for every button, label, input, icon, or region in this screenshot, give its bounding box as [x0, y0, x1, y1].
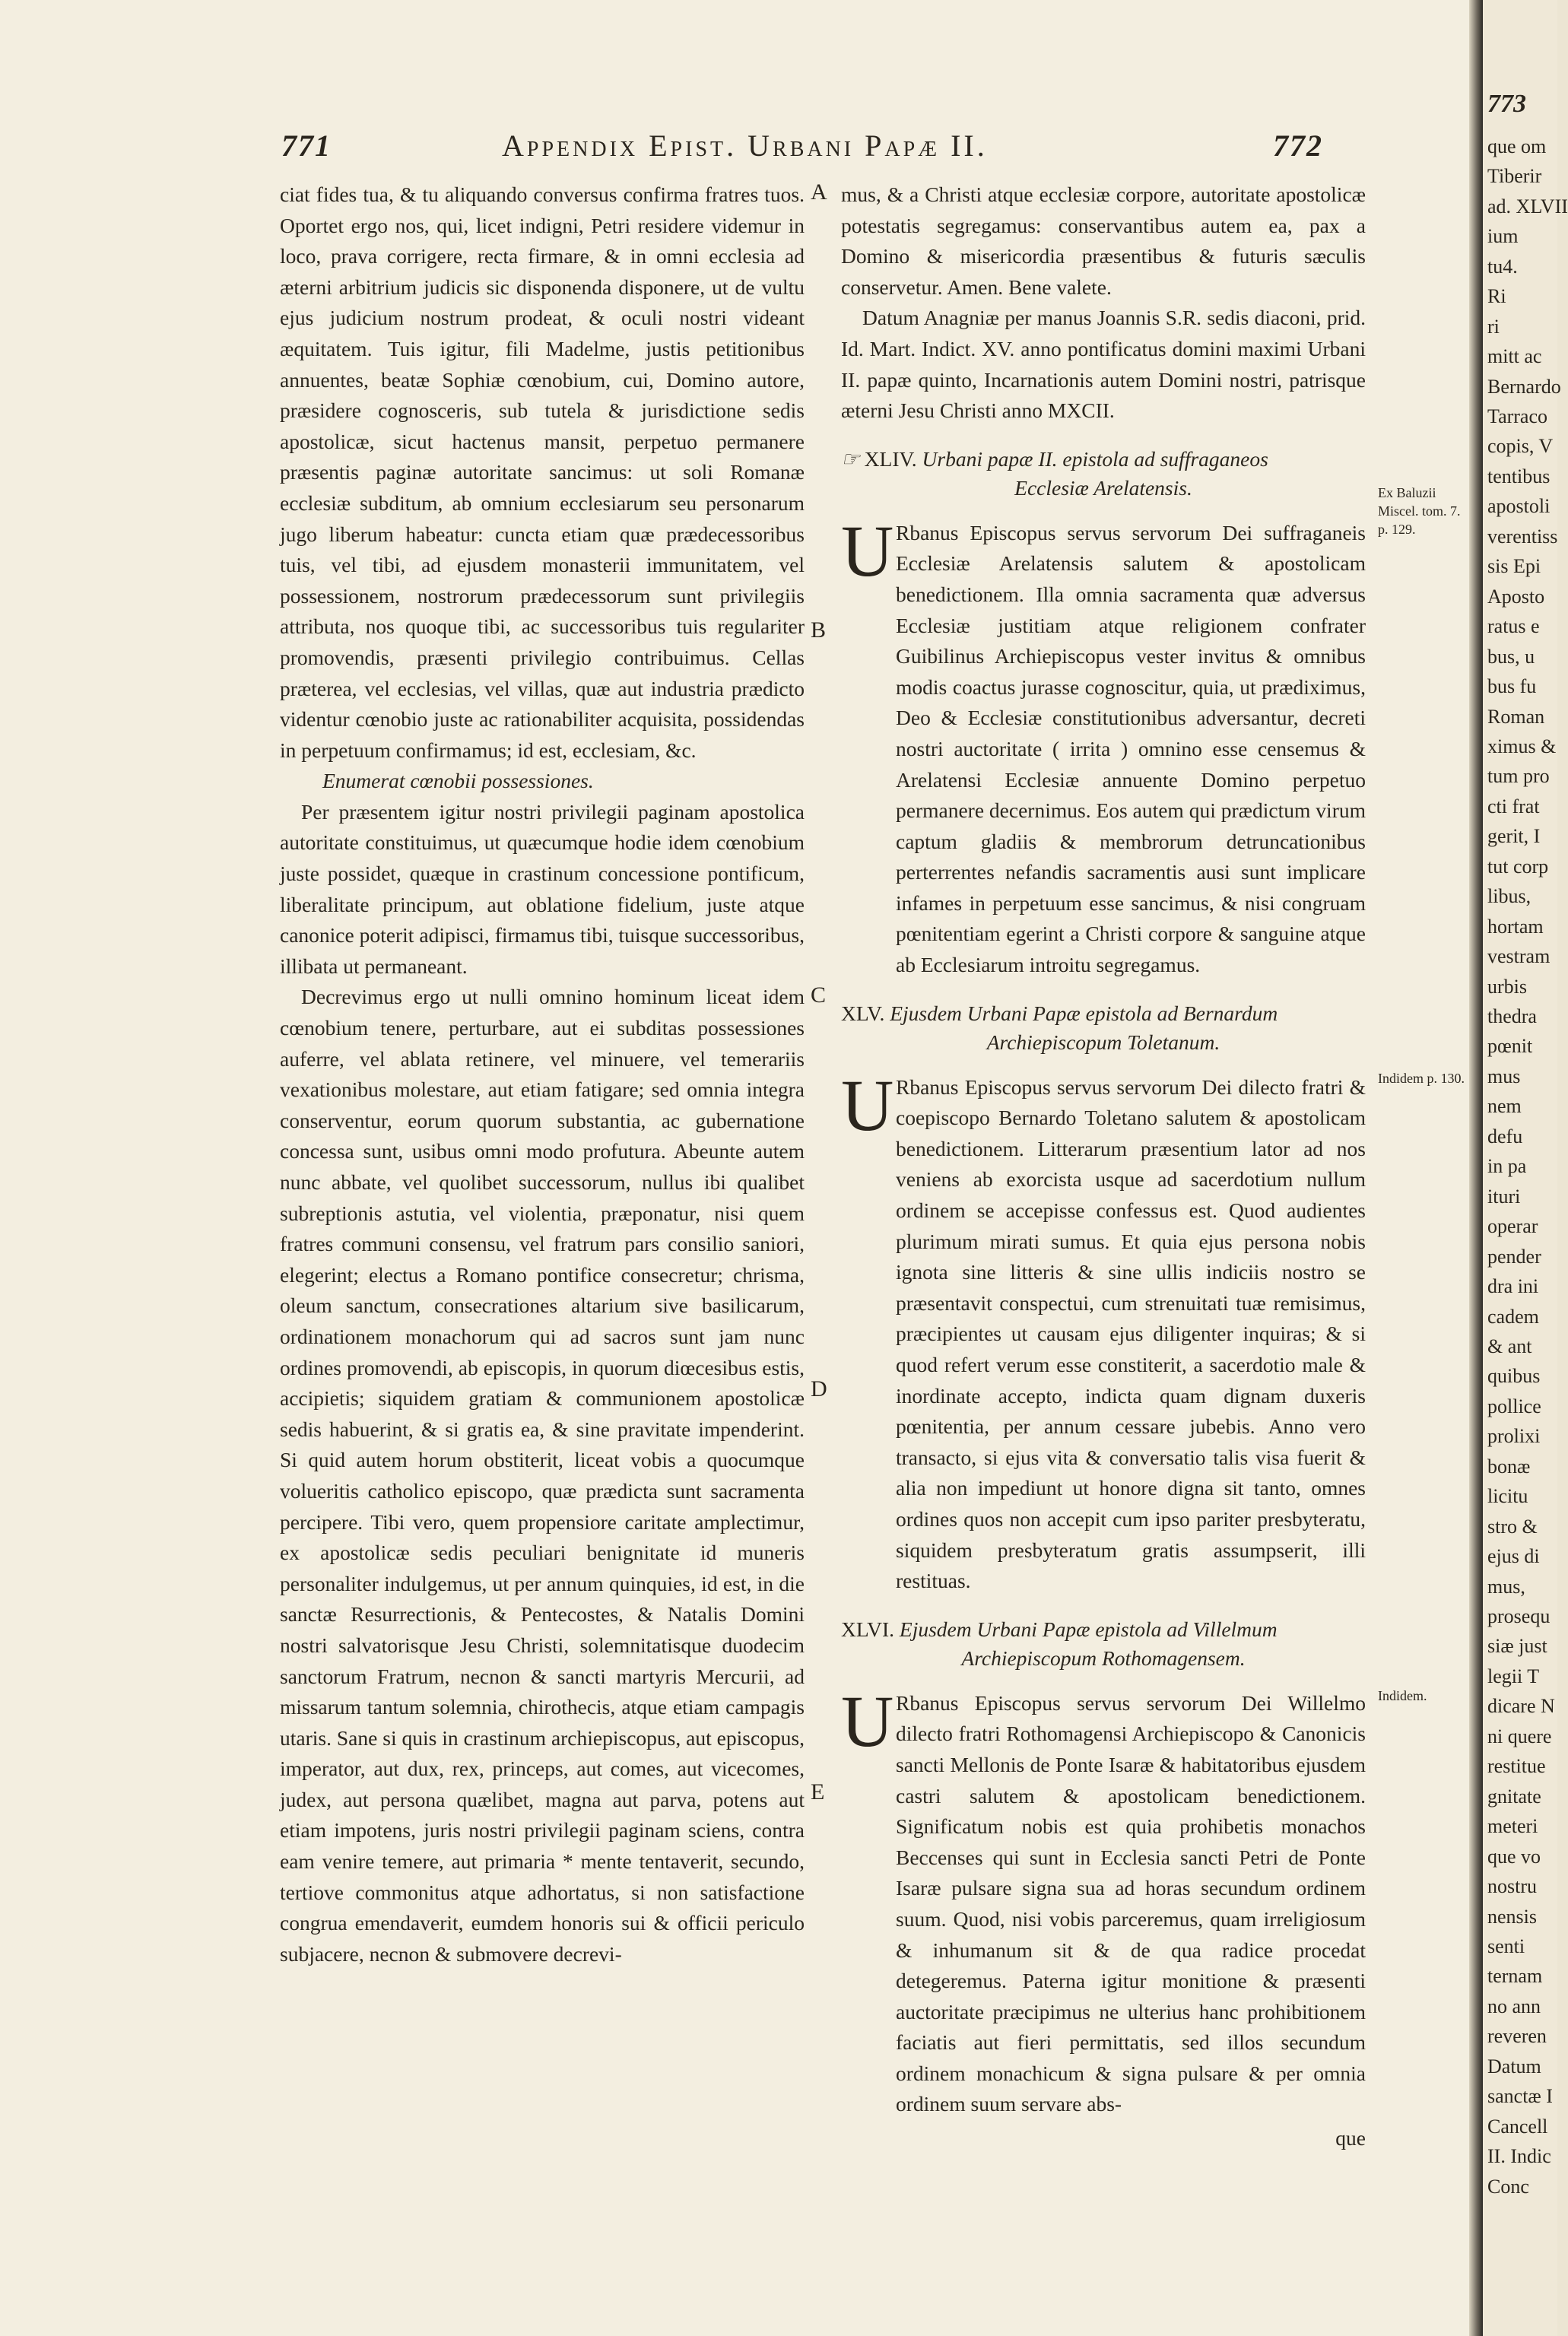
- side-note-xlvi: Indidem.: [1378, 1688, 1427, 1703]
- margin-letter-d: D: [811, 1376, 827, 1401]
- facing-page-fragment: nostru: [1487, 1875, 1537, 1898]
- facing-page-fragment: licitu: [1487, 1485, 1528, 1508]
- facing-page-fragment: legii T: [1487, 1665, 1540, 1687]
- facing-page-fragment: mus,: [1487, 1575, 1525, 1598]
- article-xliv-title-2: Ecclesiæ Arelatensis.: [1014, 475, 1192, 500]
- facing-page-fragment: nensis: [1487, 1905, 1537, 1928]
- facing-page-fragment: Tarraco: [1487, 405, 1548, 428]
- facing-page-fragment: siæ just: [1487, 1635, 1547, 1658]
- facing-page-fragment: ejus di: [1487, 1545, 1540, 1568]
- facing-page-fragment: ium: [1487, 225, 1519, 248]
- facing-page-fragment: tum pro: [1487, 765, 1550, 788]
- article-xliv-text: Rbanus Episcopus servus servorum Dei suffraganeis Ecclesiæ Arelatensis salutem & apostolicam benedictionem. Illa omnia sacramenta quæ adversus Ecclesiæ justitiam atque religionem confrater Guibilinus Archiepiscopus vester invitus & omnibus modis coactus jurasse cognoscitur, quia, ut prædiximus, Deo & Ecclesiæ constitutionibus adversantur, decreti nostri auctoritate ( irrita ) omnino esse censemus & Arelatensi Ecclesiæ annuente Domino perpetuo permanere decernimus. Eos autem qui prædictum virum captum gladiis & membrorum detruncationibus perterrentes nefandis sacramentis ausi sunt implicare infames in perpetuum esse sancimus, & nisi congruam pœnitentiam egerint a Christi corpore & sanguine atque ab Ecclesiarum introitu segregamus.: [896, 520, 1366, 977]
- facing-page-fragment: pœnit: [1487, 1035, 1533, 1058]
- page-number-right: 772: [1273, 129, 1323, 163]
- left-column: [280, 179, 805, 1969]
- facing-page-fragment: thedra: [1487, 1005, 1537, 1028]
- facing-page-fragment: no ann: [1487, 1995, 1541, 2017]
- facing-page-fragment: vestram: [1487, 945, 1551, 968]
- left-paragraph-2: Per præsentem igitur nostri privilegii paginam apostolica autoritate constituimus, ut quæcumque hodie idem cœnobium juste possidet, quæque in crastinum concessione pontificum, liberalitate principum, aut oblatione fidelium, juste atque canonice poterit adipisci, firmamus tibi, tuisque successoribus, illibata ut permaneant.: [280, 799, 805, 978]
- facing-page-fragment: nem: [1487, 1095, 1522, 1118]
- facing-page-fragment: dicare N: [1487, 1695, 1555, 1718]
- facing-page-fragment: que om: [1487, 135, 1547, 157]
- enumerat-note: Enumerat cœnobii possessiones.: [322, 769, 594, 793]
- left-paragraph-1: ciat fides tua, & tu aliquando conversus confirma fratres tuos. Oportet ergo nos, qui, licet indigni, Petri residere videmur in loco, prava corrigere, recta firmare, & in omni ecclesia ad æterni arbitrium judicis sic disponenda disponere, ut de vultu ejus judicium nostrum prodeat, & oculi nostri videant æquitatem. Tuis igitur, fili Madelme, justis petitionibus annuentes, beatæ Sophiæ cœnobium, cui, Domino autore, præsidere cognosceris, sub tutela & jurisdictione sedis apostolicæ, sicut hactenus mansit, perpetuo permanere præsentis paginæ autoritate sancimus: ut soli Romanæ ecclesiæ subditum, ab omnium ecclesiarum seu personarum jugo liberum habeatur: cuncta etiam quæ prædecessoribus tuis, vel tibi, ad ejusdem monasterii immunitatem, vel possessionem, nostrorum prædecessorum sunt privilegiis attributa, nos quoque tibi, ac successoribus tuis regulariter promovendis, præsenti privilegio contribuimus. Cellas præterea, vel ecclesias, vel villas, quæ aut industria prædicto videntur cœnobio juste ac rationabiliter acquisita, possidendas in perpetuum confirmamus; id est, ecclesiam, &c.: [280, 182, 805, 762]
- facing-page-fragment: hortam: [1487, 915, 1544, 938]
- facing-page-fragment: libus,: [1487, 885, 1531, 908]
- running-head: Appendix Epist. Urbani Papæ II.: [502, 129, 988, 163]
- drop-cap: U: [841, 1680, 894, 1762]
- article-xlvi-number: XLVI.: [841, 1617, 895, 1641]
- facing-page-fragment: copis, V: [1487, 435, 1554, 458]
- side-note-xliv: Ex Baluzii Miscel. tom. 7. p. 129.: [1378, 485, 1461, 537]
- article-xlvi-title-2: Archiepiscopum Rothomagensem.: [961, 1646, 1246, 1670]
- facing-page-fragment: Datum: [1487, 2055, 1541, 2077]
- facing-page-fragment: pollice: [1487, 1395, 1541, 1417]
- facing-page-fragment: tentibus: [1487, 465, 1551, 487]
- facing-page-fragment: mus: [1487, 1065, 1521, 1087]
- facing-page-fragment: pender: [1487, 1245, 1541, 1268]
- article-xliv-title-1: Urbani papæ II. epistola ad suffraganeos: [922, 446, 1268, 471]
- article-xliv-number: XLIV.: [864, 446, 917, 471]
- drop-cap: U: [841, 1064, 894, 1146]
- facing-page-fragment: ratus e: [1487, 615, 1540, 638]
- datum-line: Datum Anagniæ per manus Joannis S.R. sedis diaconi, prid. Id. Mart. Indict. XV. anno pontificatus domini maximi Urbani II. papæ quinto, Incarnationis autem Domini nostri, patrisque æterni Jesu Christi anno MXCII.: [841, 306, 1366, 423]
- facing-page-fragment: quibus: [1487, 1365, 1541, 1388]
- facing-page-fragment: ternam: [1487, 1965, 1543, 1988]
- article-xlv-number: XLV.: [841, 1001, 885, 1025]
- facing-page-fragment: apostoli: [1487, 495, 1551, 518]
- page-header: [281, 128, 1323, 173]
- facing-page: [1483, 0, 1568, 2336]
- article-xlv-body: [841, 1064, 1366, 1597]
- pointing-hand-icon: ☞: [841, 446, 860, 471]
- left-paragraph-3: Decrevimus ergo ut nulli omnino hominum liceat idem cœnobium tenere, perturbare, aut ei subditas possessiones auferre, vel ablata retinere, vel minuere, vel temerariis vexationibus molestare, aut etiam fatigare; sed omnia integra conserventur, eorum quorum substantia, ac gubernatione concessa sunt, usibus omni modo profutura. Abeunte autem nunc abbate, vel quolibet successorum, nullus ibi qualibet subreptionis astutia, vel violentia, præponatur, nisi quem fratres communi consensu, vel fratrum pars consilio saniori, elegerint; electus a Romano pontifice consecretur; chrisma, oleum sanctum, consecrationes altarium sive basilicarum, ordinationem monachorum qui ad sacros sunt jam nunc ordines promovendi, ab episcopis, in quorum diœcesibus estis, accipietis; siquidem gratiam & communionem apostolicæ sedis habuerint, & si gratis ea, & sine pravitate impenderint. Si quid autem horum obstiterit, liceat vobis a quocumque volueritis catholico episcopo, quæ prædicta sunt sacramenta percipere. Tibi vero, quem propensiore caritate amplectimur, ex apostolicæ sedis peculiari benignitate id muneris personaliter indulgemus, ut per annum quinquies, id est, in die sanctæ Resurrectionis, & Pentecostes, & Natalis Domini nostri salvatorisque Jesu Christi, solemnitatisque duodecim sanctorum Fratrum, necnon & sancti martyris Mercurii, ad missarum tantum solemnia, chirothecis, atque etiam campagis utaris. Sane si quis in crastinum archiepiscopus, aut episcopus, imperator, aut dux, rex, princeps, aut comes, aut vicecomes, judex, aut persona quælibet, magna aut parva, potens aut etiam impotens, juris nostri privilegii paginam sciens, contra eam venire temere, aut primaria * mente tentaverit, secundo, tertiove commonitus atque adhortatus, si non satisfactione congrua emendaverit, eumdem honoris sui & officii periculo subjacere, necnon & submovere decrevi-: [280, 985, 805, 1966]
- article-xlv-title-1: Ejusdem Urbani Papæ epistola ad Bernardum: [890, 1001, 1278, 1025]
- article-xliv-body: [841, 509, 1366, 981]
- facing-page-fragment: bus fu: [1487, 675, 1537, 698]
- facing-page-fragment: tu4.: [1487, 255, 1518, 278]
- page-number-left: 771: [281, 129, 332, 163]
- facing-page-fragment: operar: [1487, 1215, 1538, 1238]
- facing-page-fragment: sis Epi: [1487, 555, 1541, 578]
- side-note-xlv: Indidem p. 130.: [1378, 1071, 1465, 1086]
- article-xlv-title-2: Archiepiscopum Toletanum.: [986, 1030, 1220, 1054]
- facing-page-fragment: gnitate: [1487, 1785, 1541, 1808]
- facing-page-fragment: tut corp: [1487, 855, 1549, 878]
- facing-page-fragment: defu: [1487, 1125, 1523, 1147]
- facing-page-fragment: cadem: [1487, 1305, 1539, 1328]
- facing-page-fragment: Tiberir: [1487, 165, 1542, 188]
- margin-letter-e: E: [811, 1779, 825, 1804]
- facing-page-fragment: mitt ac: [1487, 345, 1542, 368]
- margin-letter-a: A: [811, 179, 827, 205]
- facing-page-fragment: sanctæ I: [1487, 2085, 1553, 2108]
- margin-letter-c: C: [811, 982, 827, 1008]
- margin-letter-b: B: [811, 617, 827, 643]
- facing-page-fragment: Ri: [1487, 285, 1506, 308]
- facing-page-fragment: Conc: [1487, 2175, 1529, 2198]
- facing-page-fragment: verentiss: [1487, 525, 1558, 548]
- facing-page-fragment: reveren: [1487, 2025, 1547, 2048]
- article-xlv-heading: [841, 999, 1366, 1057]
- facing-page-fragment: Bernardo: [1487, 375, 1561, 398]
- facing-page-fragment: restitue: [1487, 1755, 1546, 1778]
- article-xlv-text: Rbanus Episcopus servus servorum Dei dilecto fratri & coepiscopo Bernardo Toletano salutem & apostolicam benedictionem. Litterarum præsentium lator ad nos veniens ab exorcista usque ad sacerdotium nullum ordinem se accepisse confessus est. Quod audientes plurimum mirati sumus. Et quia ejus persona nobis ignota sine litteris & sine ullis indiciis nostro se præsentavit conspectui, cum strenuitati tuæ remisimus, præcipientes ut causam ejus diligenter inquiras; & si quod refert verum esse constiterit, a sacerdotio male & inordinate accepto, indicta quam dignam duxeris pœnitentia, per annum cessare jubebis. Anno vero transacto, si ejus vita & conversatio talis visa fuerit & alia non impediunt ut honore digna sit tanto, omnes ordines quos non accepit cum ipso pariter presbyteratu, siquidem presbyteratum gratis assumpserit, illi restituas.: [896, 1074, 1366, 1593]
- facing-page-fragment: urbis: [1487, 975, 1527, 998]
- facing-page-fragment: ximus &: [1487, 735, 1557, 757]
- drop-cap: U: [841, 509, 894, 592]
- facing-page-fragment: prolixi: [1487, 1425, 1541, 1448]
- facing-page-fragment: Aposto: [1487, 585, 1545, 608]
- article-xlvi-body: [841, 1680, 1366, 2120]
- facing-page-fragment: Roman: [1487, 705, 1545, 728]
- facing-page-fragment: & ant: [1487, 1335, 1532, 1357]
- right-paragraph-1: mus, & a Christi atque ecclesiæ corpore, autoritate apostolicæ potestatis segregamus: conservantibus autem ea, pax a Domino & misericordia præsentibus & futuris sæculis conservetur. Amen. Bene valete.: [841, 182, 1366, 299]
- book-gutter: [1469, 0, 1483, 2336]
- facing-page-fragment: que vo: [1487, 1845, 1541, 1868]
- facing-page-fragment: gerit, I: [1487, 825, 1541, 848]
- facing-page-fragment: dra ini: [1487, 1275, 1539, 1298]
- catchword: que: [1335, 2126, 1366, 2150]
- facing-page-fragment: bus, u: [1487, 645, 1535, 668]
- facing-page-fragment: Cancell: [1487, 2115, 1548, 2138]
- facing-page-fragment: stro &: [1487, 1515, 1538, 1538]
- facing-page-fragment: senti: [1487, 1934, 1525, 1957]
- facing-page-number: 773: [1487, 90, 1526, 118]
- facing-page-fragment: bonæ: [1487, 1455, 1531, 1477]
- article-xliv-heading: [841, 445, 1366, 503]
- facing-page-fragment: ituri: [1487, 1185, 1521, 1208]
- facing-page-fragment: meteri: [1487, 1815, 1538, 1838]
- facing-page-fragment: ri: [1487, 315, 1500, 338]
- facing-page-fragment: prosequ: [1487, 1605, 1551, 1627]
- facing-page-fragment: II. Indic: [1487, 2145, 1551, 2168]
- facing-page-fragment: in pa: [1487, 1155, 1527, 1178]
- article-xlvi-text: Rbanus Episcopus servus servorum Dei Willelmo dilecto fratri Rothomagensi Archiepiscopo & Canonicis sancti Mellonis de Ponte Isaræ & habitatoribus ejusdem castri salutem & apostolicam benedictionem. Significatum nobis est quia prohibetis monachos Beccenses qui sunt in Ecclesia sancti Petri de Ponte Isaræ pulsare signa sua ad horas secundum ordinem suum. Quod, nisi vobis parceremus, quam irreligiosum & inhumanum sit & de qua radice procedat detegeremus. Paterna igitur monitione & præsenti auctoritate præcipimus ne ulterius hanc prohibitionem faciatis aut fieri permittatis, sed illos secundum ordinem monachicum & signa pulsare & per omnia ordinem suum servare abs-: [896, 1690, 1366, 2116]
- facing-page-fragment: ad. XLVII: [1487, 195, 1568, 217]
- right-column: [841, 179, 1366, 2154]
- article-xlvi-title-1: Ejusdem Urbani Papæ epistola ad Villelmum: [899, 1617, 1278, 1641]
- facing-page-fragment: cti frat: [1487, 795, 1540, 817]
- article-xlvi-heading: [841, 1615, 1366, 1673]
- facing-page-fragment: ni quere: [1487, 1725, 1552, 1747]
